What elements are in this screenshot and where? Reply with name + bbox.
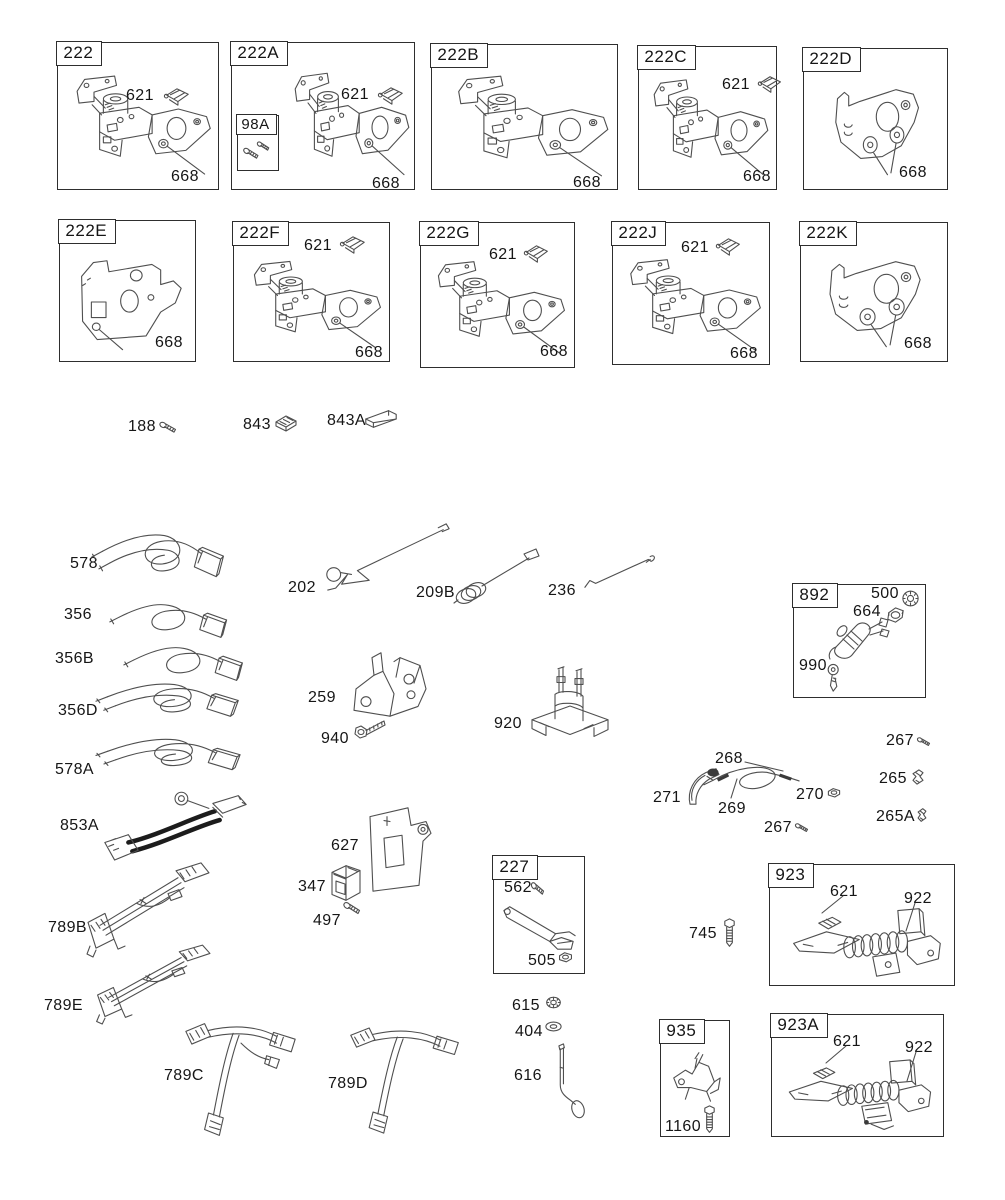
group-box-label: 222 [63,43,94,63]
callout-668: 668 [743,168,771,185]
callout-621: 621 [489,246,517,263]
callout-664: 664 [853,603,881,620]
callout-668: 668 [904,335,932,352]
callout-990: 990 [799,657,827,674]
part-label-843A: 843A [327,412,366,429]
part-label-236: 236 [548,582,576,599]
group-box-label: 222K [806,223,849,243]
part-label-497: 497 [313,912,341,929]
part-label-202: 202 [288,579,316,596]
part-label-853A: 853A [60,817,99,834]
callout-668: 668 [171,168,199,185]
part-label-356D: 356D [58,702,98,719]
callout-668: 668 [899,164,927,181]
group-box-label: 222F [239,223,281,243]
callout-505: 505 [528,952,556,969]
group-box-label: 935 [666,1021,697,1041]
callout-668: 668 [730,345,758,362]
callout-621: 621 [126,87,154,104]
part-label-616: 616 [514,1067,542,1084]
callout-668: 668 [372,175,400,192]
part-label-789C: 789C [164,1067,204,1084]
part-label-578: 578 [70,555,98,572]
part-label-267-2: 267 [764,819,792,836]
group-box-label: 222C [644,47,688,67]
group-box-label: 227 [499,857,530,877]
group-box-label: 222G [426,223,470,243]
callout-500: 500 [871,585,899,602]
part-label-578A: 578A [55,761,94,778]
callout-668: 668 [540,343,568,360]
callout-621: 621 [341,86,369,103]
inset-box-label: 98A [241,116,270,134]
part-label-789D: 789D [328,1075,368,1092]
part-label-789B: 789B [48,919,87,936]
callout-621: 621 [722,76,750,93]
callout-562: 562 [504,879,532,896]
part-label-265: 265 [879,770,907,787]
callout-922: 922 [905,1039,933,1056]
group-box-label: 222A [237,43,280,63]
callout-922: 922 [904,890,932,907]
callout-668: 668 [155,334,183,351]
group-box-label: 923 [775,865,806,885]
part-label-347: 347 [298,878,326,895]
part-label-356: 356 [64,606,92,623]
part-label-265A: 265A [876,808,915,825]
part-label-268: 268 [715,750,743,767]
part-label-267-1: 267 [886,732,914,749]
part-label-270: 270 [796,786,824,803]
part-label-269: 269 [718,800,746,817]
part-label-271: 271 [653,789,681,806]
part-label-259: 259 [308,689,336,706]
callout-668: 668 [355,344,383,361]
group-box-label: 222D [809,49,853,69]
group-box-label: 222J [618,223,658,243]
part-label-209B: 209B [416,584,455,601]
callout-621: 621 [830,883,858,900]
part-label-188: 188 [128,418,156,435]
part-label-940: 940 [321,730,349,747]
part-label-789E: 789E [44,997,83,1014]
part-label-356B: 356B [55,650,94,667]
group-box-label: 923A [777,1015,820,1035]
callout-1160: 1160 [665,1118,702,1135]
callout-621: 621 [304,237,332,254]
callout-668: 668 [573,174,601,191]
part-label-615: 615 [512,997,540,1014]
group-box-label: 222B [437,45,480,65]
part-label-404: 404 [515,1023,543,1040]
callout-621: 621 [833,1033,861,1050]
part-label-920: 920 [494,715,522,732]
part-label-745: 745 [689,925,717,942]
part-label-843: 843 [243,416,271,433]
group-box-label: 222E [65,221,108,241]
callout-621: 621 [681,239,709,256]
part-label-627: 627 [331,837,359,854]
group-box-label: 892 [799,585,830,605]
